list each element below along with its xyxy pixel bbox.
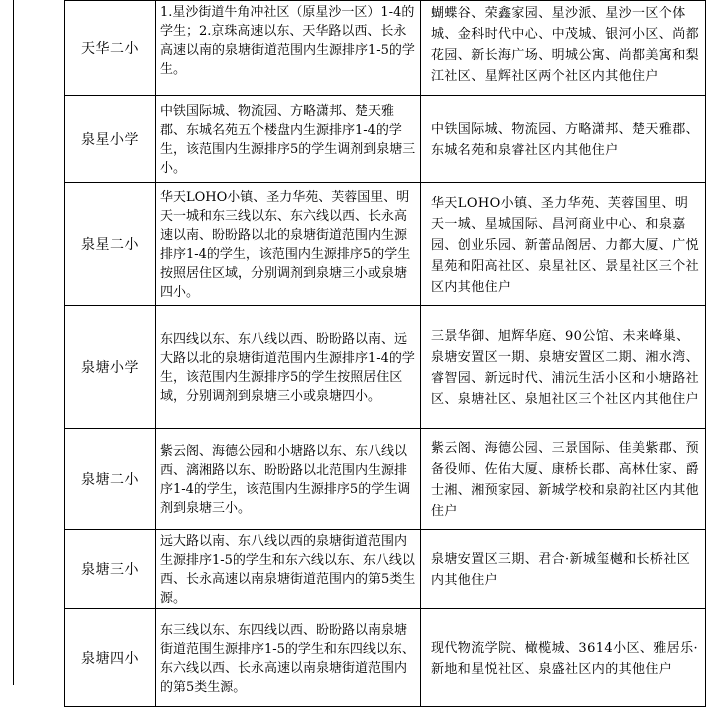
community-cell: 三景华御、旭辉华庭、90公馆、未来峰巢、泉塘安置区一期、泉塘安置区二期、湘水湾、睿智园、新远时代、浦沅生活小区和小塘路社区、泉塘社区、泉旭社区三个社区内其他住户 — [421, 306, 706, 429]
school-name-cell: 泉塘四小 — [65, 609, 156, 707]
table-row — [65, 429, 706, 530]
table-row — [65, 530, 706, 609]
enrollment-area-cell: 东三线以东、东四线以西、盼盼路以南泉塘街道范围生源排序1-5的学生和东四线以东、东六线以西、长永高速以南泉塘街道范围内的第5类生源。 — [156, 609, 421, 707]
enrollment-area-cell: 1.星沙街道牛角冲社区（原星沙一区）1-4的学生；2.京珠高速以东、天华路以西、长永高速以南的泉塘街道范围内生源排序1-5的学生。 — [156, 1, 421, 96]
enrollment-area-cell: 中铁国际城、物流园、方略潇邦、楚天雅郡、东城名苑五个楼盘内生源排序1-4的学生，该范围内生源排序5的学生调剂到泉塘三小。 — [156, 96, 421, 183]
school-zoning-table — [64, 0, 706, 707]
page-margin-rule — [13, 0, 14, 685]
school-name-cell: 天华二小 — [65, 1, 156, 96]
table-row — [65, 306, 706, 429]
school-name-cell: 泉塘二小 — [65, 429, 156, 530]
community-cell: 蝴蝶谷、荣鑫家园、星沙派、星沙一区个体城、金科时代中心、中茂城、银河小区、尚都花园、新长海广场、明城公寓、尚都美寓和梨江社区、星辉社区两个社区内其他住户 — [421, 1, 706, 96]
school-name-cell: 泉塘小学 — [65, 306, 156, 429]
school-name-cell: 泉星二小 — [65, 183, 156, 306]
community-cell: 中铁国际城、物流园、方略潇邦、楚天雅郡、东城名苑和泉睿社区内其他住户 — [421, 96, 706, 183]
school-name-cell: 泉星小学 — [65, 96, 156, 183]
enrollment-area-cell: 华天LOHO小镇、圣力华苑、芙蓉国里、明天一城和东三线以东、东六线以西、长永高速以南、盼盼路以北的泉塘街道范围内生源排序1-4的学生，该范围内生源排序5的学生按照居住区域，分别调剂到泉塘三小或泉塘四小。 — [156, 183, 421, 306]
community-cell: 泉塘安置区三期、君合·新城玺樾和长桥社区内其他住户 — [421, 530, 706, 609]
school-name-cell: 泉塘三小 — [65, 530, 156, 609]
community-cell: 华天LOHO小镇、圣力华苑、芙蓉国里、明天一城、星城国际、昌河商业中心、和泉嘉园、创业乐园、新蕾品阁居、力都大厦、广悦星苑和阳高社区、泉星社区、景星社区三个社区内其他住户 — [421, 183, 706, 306]
community-cell: 紫云阁、海德公园、三景国际、佳美紫郡、预备役师、佐佑大厦、康桥长郡、高林仕家、爵士湘、湘预家园、新城学校和泉韵社区内其他住户 — [421, 429, 706, 530]
enrollment-area-cell: 紫云阁、海德公园和小塘路以东、东八线以西、漓湘路以东、盼盼路以北范围内生源排序1-4的学生，该范围内生源排序5的学生调剂到泉塘三小。 — [156, 429, 421, 530]
table-row — [65, 609, 706, 707]
enrollment-area-cell: 东四线以东、东八线以西、盼盼路以南、远大路以北的泉塘街道范围内生源排序1-4的学生，该范围内生源排序5的学生按照居住区域，分别调剂到泉塘三小或泉塘四小。 — [156, 306, 421, 429]
enrollment-area-cell: 远大路以南、东八线以西的泉塘街道范围内生源排序1-5的学生和东六线以东、东八线以西、长永高速以南泉塘街道范围内的第5类生源。 — [156, 530, 421, 609]
table-row — [65, 1, 706, 96]
table-row — [65, 96, 706, 183]
community-cell: 现代物流学院、橄榄城、3614小区、雅居乐·新地和星悦社区、泉盛社区内的其他住户 — [421, 609, 706, 707]
table-row — [65, 183, 706, 306]
